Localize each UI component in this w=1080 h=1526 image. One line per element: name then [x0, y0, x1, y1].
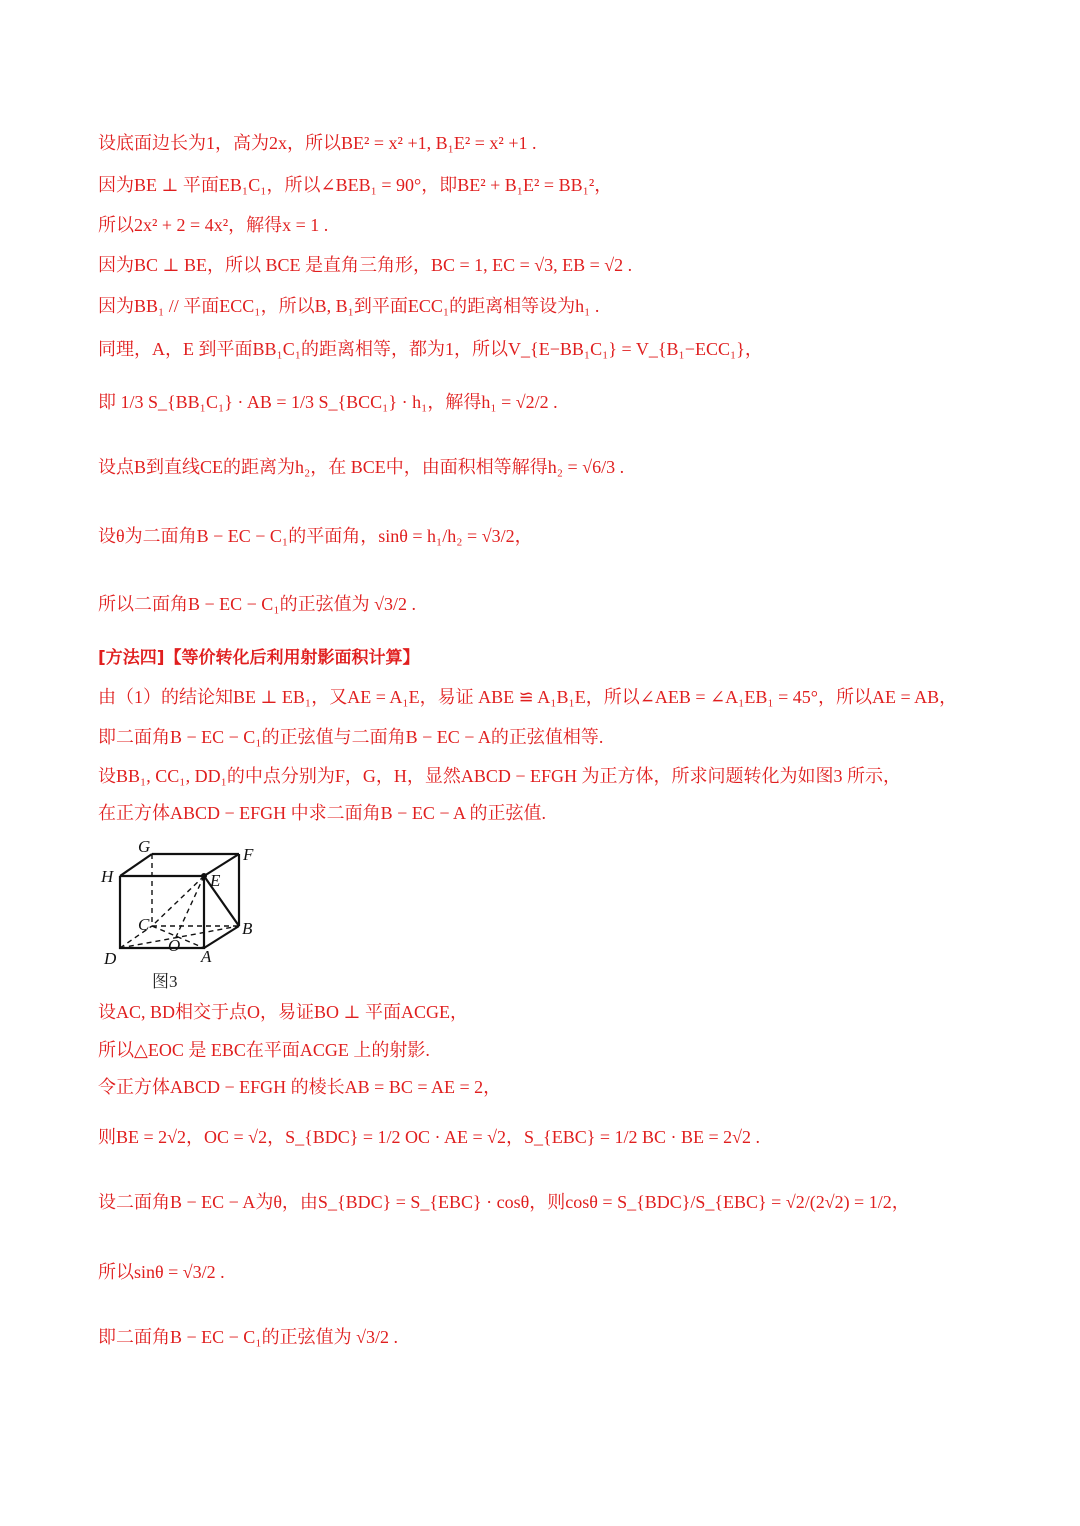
text-line-2: 因为BE ⊥ 平面EB₁C₁，所以∠BEB₁ = 90°，即BE² + B₁E² = BB₁²， [98, 175, 613, 195]
figure-caption: 图3 [152, 972, 178, 991]
text-line-1: 设底面边长为1，高为2x，所以BE² = x² +1, B₁E² = x² +1 . [98, 133, 537, 153]
label-a: A [201, 947, 212, 966]
text-line-14: 设BB₁, CC₁, DD₁的中点分别为F，G，H，显然ABCD − EFGH 为正方体，所求问题转化为如图3 所示， [98, 766, 902, 786]
text-line-15: 在正方体ABCD − EFGH 中求二面角B − EC − A 的正弦值. [98, 803, 546, 823]
text-line-4: 因为BC ⊥ BE，所以 BCE 是直角三角形，BC = 1, EC = √3, EB = √2 . [98, 255, 633, 275]
label-d: D [104, 949, 117, 968]
text-line-5: 因为BB₁ // 平面ECC₁，所以B, B₁到平面ECC₁的距离相等设为h₁ . [98, 296, 600, 316]
cube-figure [96, 836, 266, 996]
text-line-22: 即二面角B − EC − C₁的正弦值为 √3/2 . [98, 1327, 398, 1347]
text-line-7: 即 1/3 S_{BB₁C₁} · AB = 1/3 S_{BCC₁} · h₁，解得h₁ = √2/2 . [98, 392, 558, 412]
text-line-10: 所以二面角B − EC − C₁的正弦值为 √3/2 . [98, 594, 416, 614]
cube-front-face [120, 876, 204, 948]
text-line-20: 设二面角B − EC − A为θ，由S_{BDC} = S_{EBC} · cosθ，则cosθ = S_{BDC}/S_{EBC} = √2/(2√2) = 1/2， [98, 1192, 910, 1212]
text-line-13: 即二面角B − EC − C₁的正弦值与二面角B − EC − A的正弦值相等. [98, 727, 604, 747]
text-line-19: 则BE = 2√2，OC = √2，S_{BDC} = 1/2 OC · AE = √2，S_{EBC} = 1/2 BC · BE = 2√2 . [98, 1127, 761, 1147]
text-line-17: 所以△EOC 是 EBC在平面ACGE 上的射影. [98, 1040, 430, 1060]
method-heading: [方法四]【等价转化后利用射影面积计算】 [98, 648, 420, 668]
text-line-8: 设点B到直线CE的距离为h₂，在 BCE中，由面积相等解得h₂ = √6/3 . [98, 457, 625, 477]
label-c: C [138, 915, 150, 934]
label-b: B [242, 919, 253, 938]
text-line-9: 设θ为二面角B − EC − C₁的平面角，sinθ = h₁/h₂ = √3/2， [98, 526, 533, 546]
label-h: H [101, 867, 114, 886]
text-line-21: 所以sinθ = √3/2 . [98, 1262, 225, 1282]
label-g: G [138, 837, 151, 856]
label-f: F [243, 845, 254, 864]
text-line-18: 令正方体ABCD − EFGH 的棱长AB = BC = AE = 2， [98, 1077, 502, 1097]
label-o: O [168, 936, 181, 955]
label-e: E [210, 871, 221, 890]
text-line-3: 所以2x² + 2 = 4x²，解得x = 1 . [98, 215, 329, 235]
text-line-16: 设AC, BD相交于点O，易证BO ⊥ 平面ACGE， [98, 1002, 468, 1022]
text-line-12: 由（1）的结论知BE ⊥ EB₁，又AE = A₁E，易证 ABE ≌ A₁B₁E，所以∠AEB = ∠A₁EB₁ = 45°，所以AE = AB， [98, 687, 958, 707]
text-line-6: 同理，A，E 到平面BB₁C₁的距离相等，都为1，所以V_{E−BB₁C₁} = V_{B₁−ECC₁}， [98, 339, 763, 359]
